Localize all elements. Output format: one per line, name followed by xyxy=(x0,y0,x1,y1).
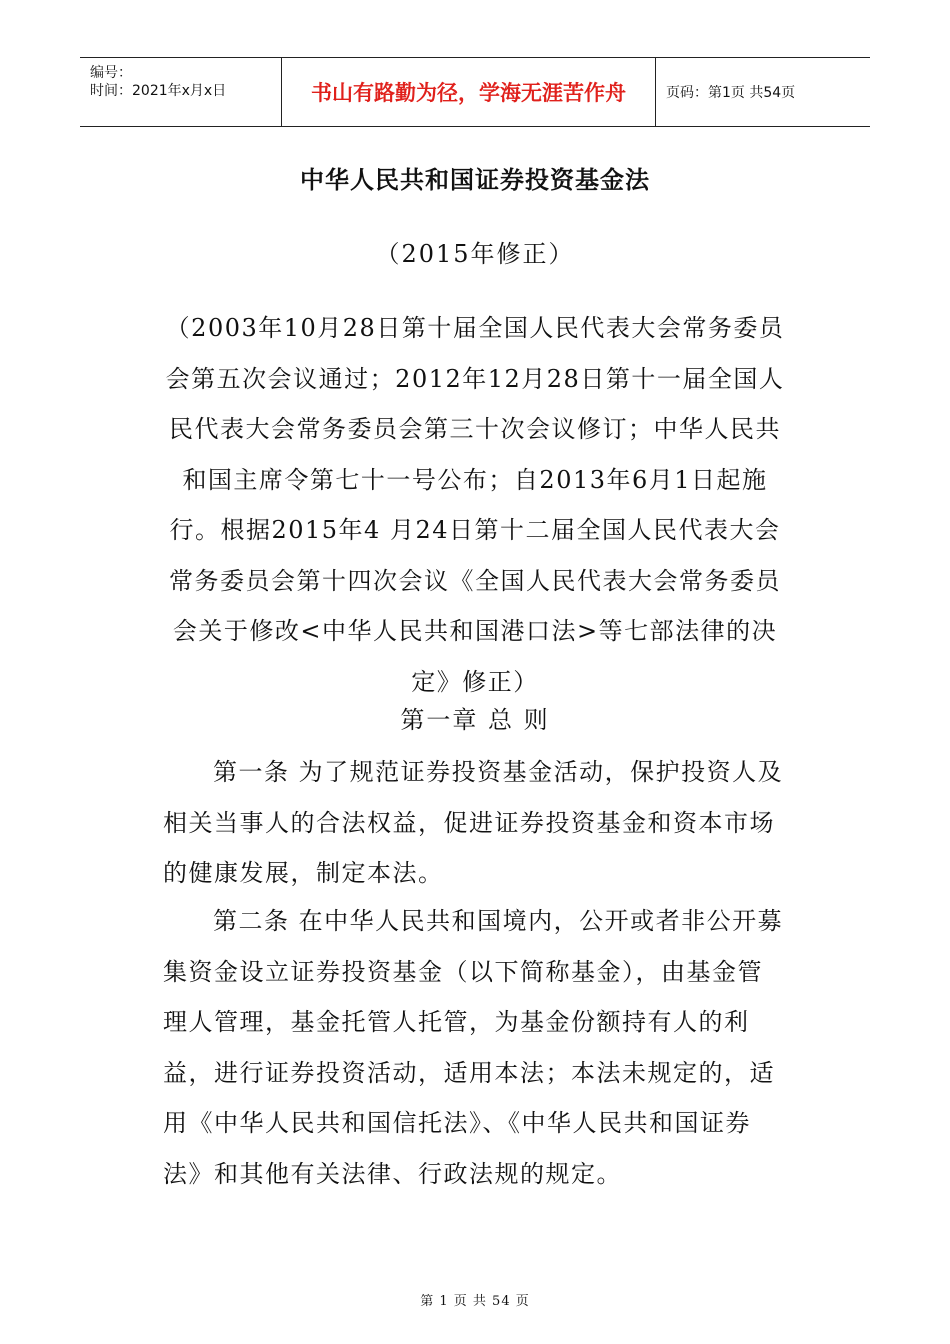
preamble-line: 会第五次会议通过；2012年12月28日第十一届全国人 xyxy=(165,364,785,393)
document-subtitle: （2015年修正） xyxy=(375,240,575,268)
article-line: 集资金设立证券投资基金（以下简称基金），由基金管 xyxy=(163,957,763,986)
article-line: 第二条 在中华人民共和国境内，公开或者非公开募 xyxy=(213,907,784,935)
header-motto: 书山有路勤为径，学海无涯苦作舟 xyxy=(282,58,656,126)
article-2 xyxy=(163,896,793,1199)
article-line: 理人管理，基金托管人托管，为基金份额持有人的利 xyxy=(163,1008,750,1036)
preamble xyxy=(160,303,790,707)
preamble-line: 行。根据2015年4 月24日第十二届全国人民代表大会 xyxy=(169,516,781,544)
number-label: 编号： xyxy=(90,65,132,81)
page-footer: 第 1 页 共 54 页 xyxy=(420,1294,530,1309)
preamble-line: 会关于修改<中华人民共和国港口法>等七部法律的决 xyxy=(172,617,778,645)
preamble-line: （2003年10月28日第十届全国人民代表大会常务委员 xyxy=(165,314,785,342)
chapter-heading: 第一章 总 则 xyxy=(400,706,550,734)
preamble-line: 民代表大会常务委员会第三十次会议修订；中华人民共 xyxy=(169,415,781,443)
article-line: 益，进行证券投资活动，适用本法；本法未规定的，适 xyxy=(163,1058,775,1087)
header-meta xyxy=(80,58,282,126)
article-1 xyxy=(163,747,793,899)
article-line: 用《中华人民共和国信托法》、《中华人民共和国证券 xyxy=(163,1109,751,1137)
document-header xyxy=(80,57,870,127)
article-line: 法》和其他有关法律、行政法规的规定。 xyxy=(163,1159,622,1188)
article-line: 的健康发展，制定本法。 xyxy=(163,859,444,887)
article-line: 第一条 为了规范证券投资基金活动，保护投资人及 xyxy=(213,758,784,786)
preamble-line: 和国主席令第七十一号公布；自2013年6月1日起施 xyxy=(182,465,768,494)
preamble-line: 常务委员会第十四次会议《全国人民代表大会常务委员 xyxy=(169,566,781,595)
time-label: 时间：2021年x月x日 xyxy=(90,83,227,99)
document-title: 中华人民共和国证券投资基金法 xyxy=(300,165,650,194)
article-line: 相关当事人的合法权益，促进证券投资基金和资本市场 xyxy=(163,808,775,837)
header-page-info: 页码：第1页 共54页 xyxy=(666,85,796,101)
preamble-line: 定》修正） xyxy=(411,667,539,696)
